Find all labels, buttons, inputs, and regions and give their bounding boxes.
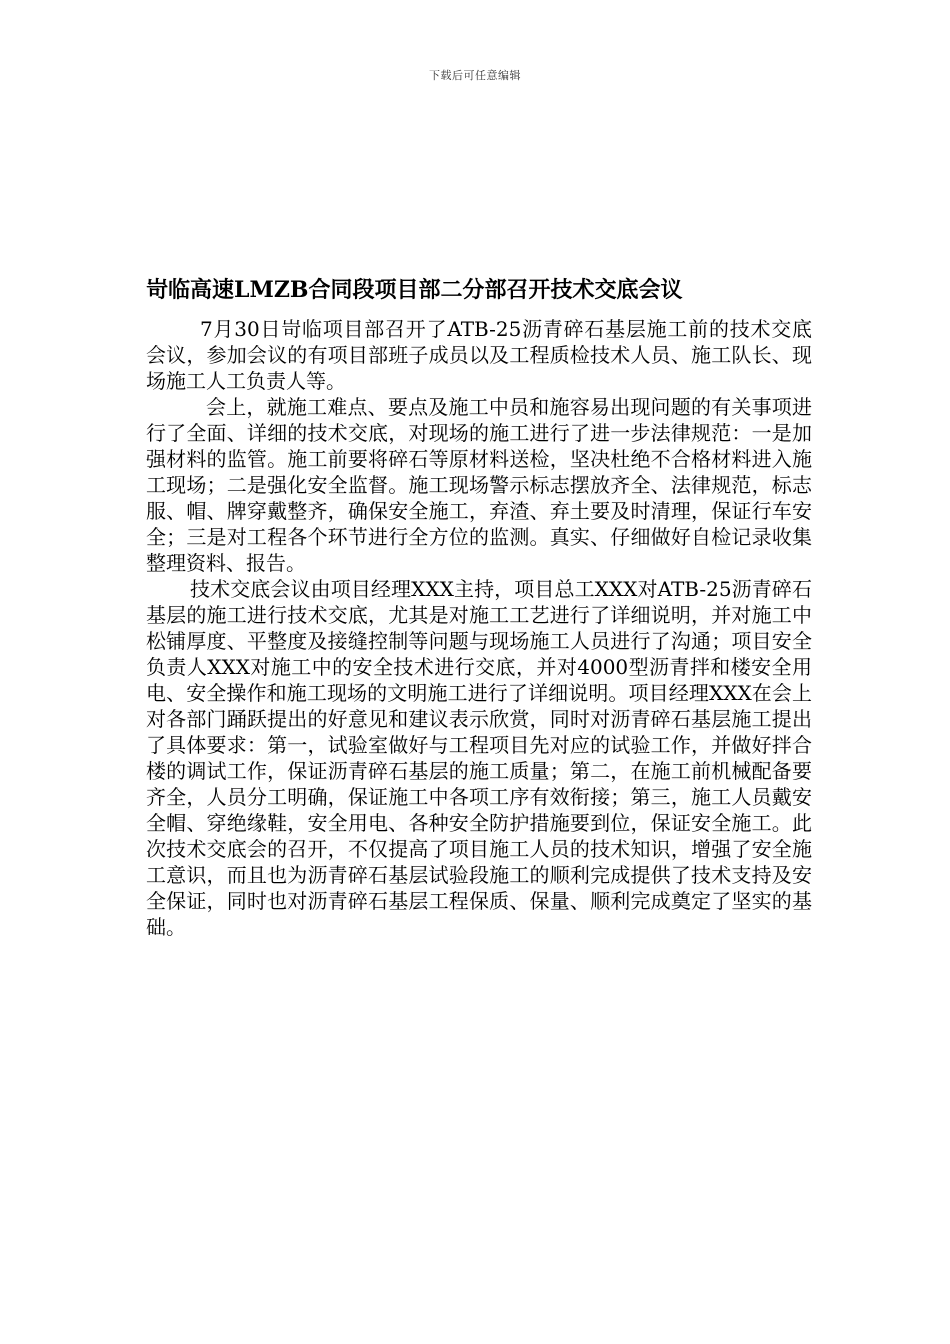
document-body [146,316,812,940]
header-note: 下载后可任意编辑 [429,69,521,82]
paragraph-meeting-details: 技术交底会议由项目经理XXX主持，项目总工XXX对ATB-25沥青碎石基层的施工进行技术交底，尤其是对施工工艺进行了详细说明，并对施工中松铺厚度、平整度及接缝控制等问题与现场施工人员进行了沟通；项目安全负责人XXX对施工中的安全技术进行交底，并对4000型沥青拌和楼安全用电、安全操作和施工现场的文明施工进行了详细说明。项目经理XXX在会上对各部门踊跃提出的好意见和建议表示欣赏，同时对沥青碎石基层施工提出了具体要求：第一，试验室做好与工程项目先对应的试验工作，并做好拌合楼的调试工作，保证沥青碎石基层的施工质量；第二，在施工前机械配备要齐全，人员分工明确，保证施工中各项工序有效衔接；第三，施工人员戴安全帽、穿绝缘鞋，安全用电、各种安全防护措施要到位，保证安全施工。此次技术交底会的召开，不仅提高了项目施工人员的技术知识，增强了安全施工意识，而且也为沥青碎石基层试验段施工的顺利完成提供了技术支持及安全保证，同时也对沥青碎石基层工程保质、保量、顺利完成奠定了坚实的基础。 [146,577,812,939]
paragraph-technical-briefing: 会上，就施工难点、要点及施工中员和施容易出现问题的有关事项进行了全面、详细的技术交底，对现场的施工进行了进一步法律规范：一是加强材料的监管。施工前要将碎石等原材料送检，坚决杜绝不合格材料进入施工现场；二是强化安全监督。施工现场警示标志摆放齐全、法律规范，标志服、帽、牌穿戴整齐，确保安全施工，弃渣、弃土要及时清理，保证行车安全；三是对工程各个环节进行全方位的监测。真实、仔细做好自检记录收集整理资料、报告。 [146,395,812,575]
document-title: 岢临高速LMZB合同段项目部二分部召开技术交底会议 [146,277,683,303]
paragraph-meeting-intro: 7月30日岢临项目部召开了ATB-25沥青碎石基层施工前的技术交底会议，参加会议的有项目部班子成员以及工程质检技术人员、施工队长、现场施工人工负责人等。 [146,317,812,393]
